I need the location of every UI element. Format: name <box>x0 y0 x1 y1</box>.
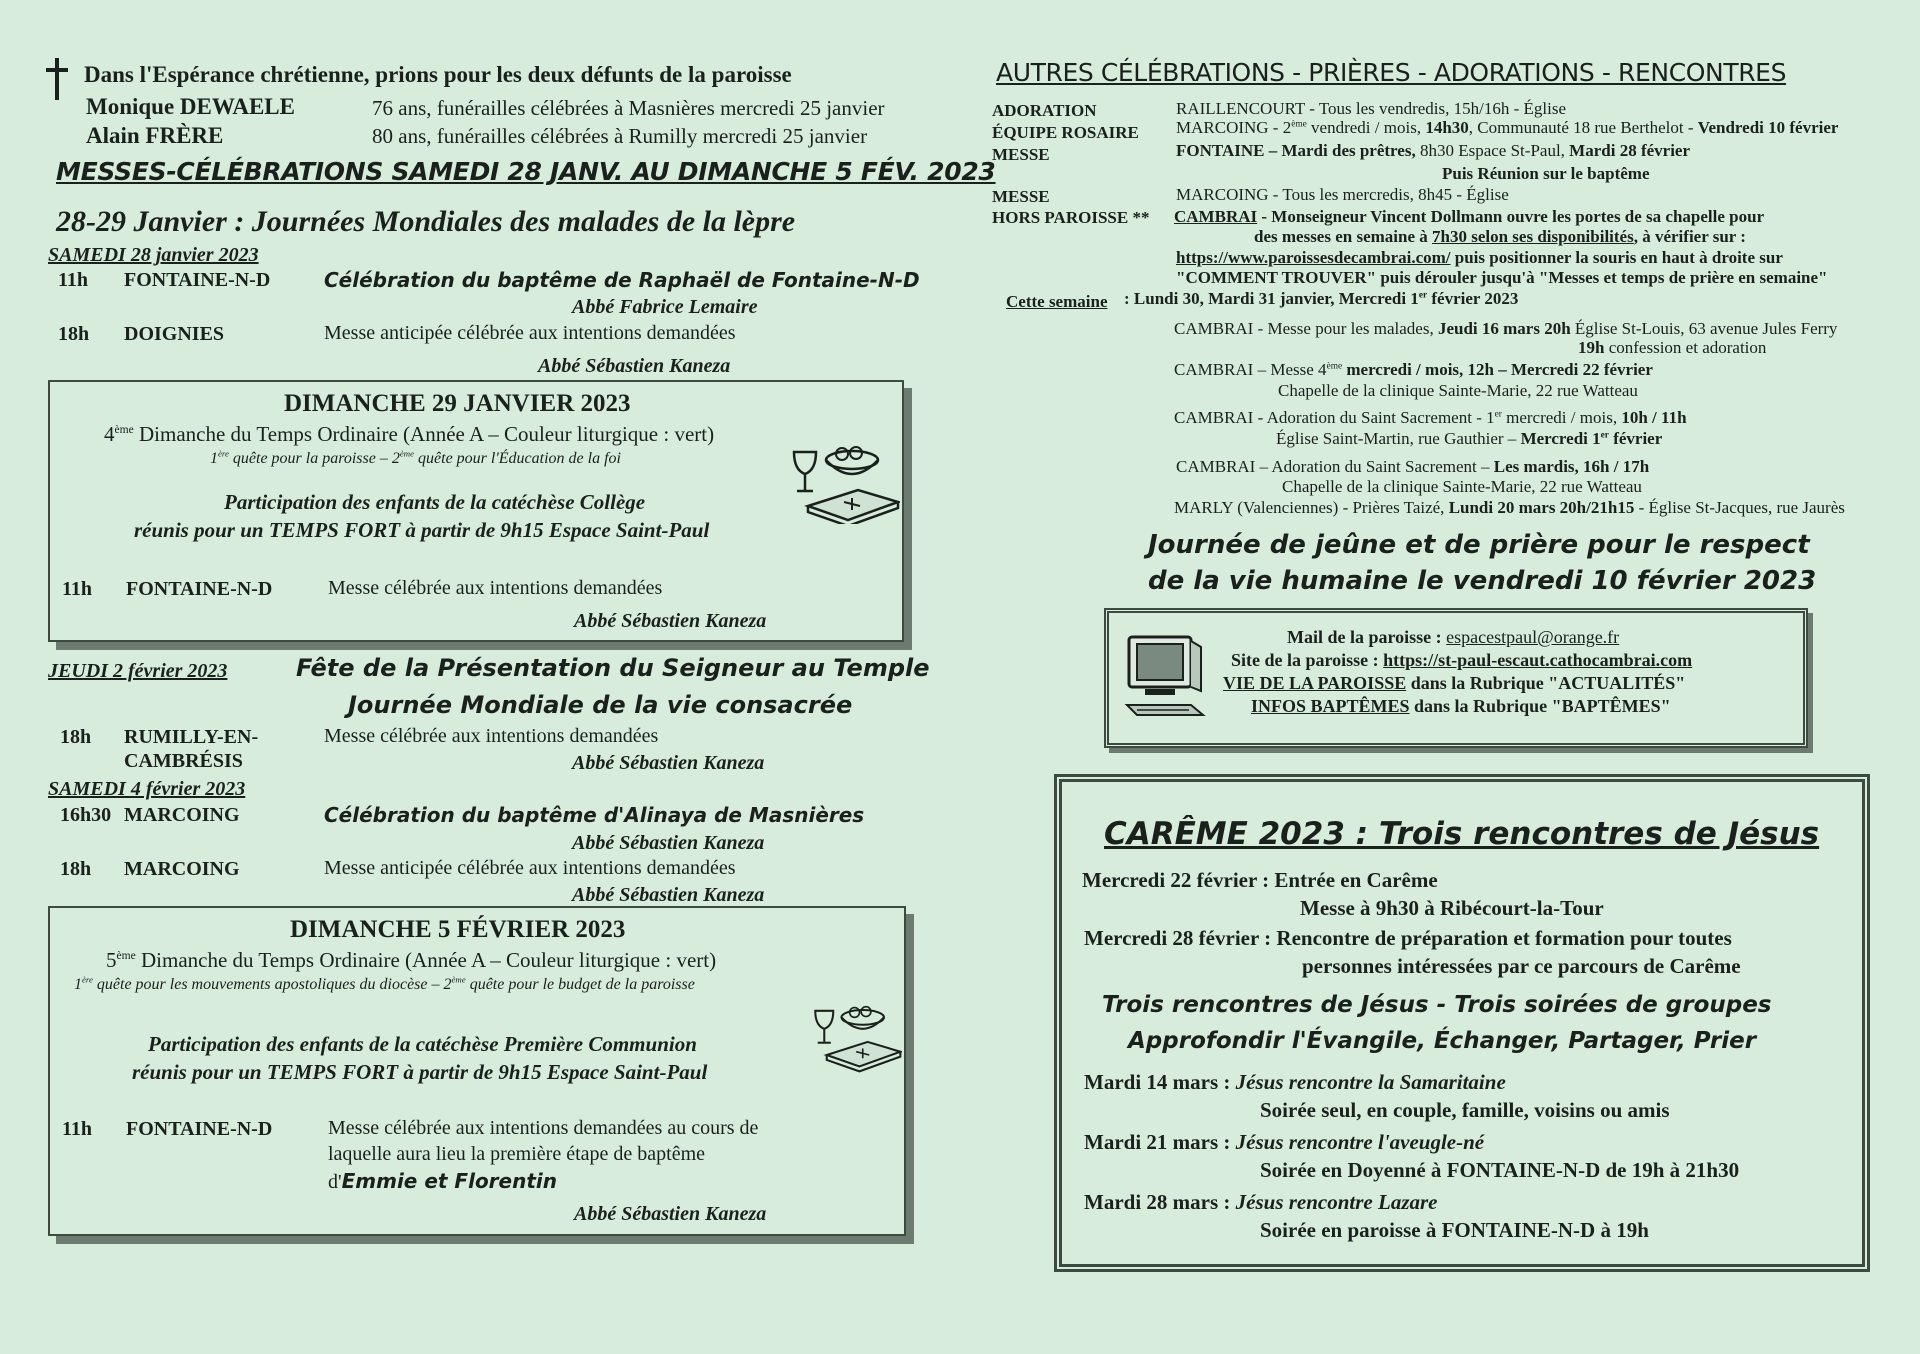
category-text: FONTAINE – Mardi des prêtres, 8h30 Espace St-Paul, Mardi 28 février <box>1176 141 1691 160</box>
careme-item: Messe à 9h30 à Ribécourt-la-Tour <box>1300 896 1604 920</box>
careme-item: Soirée en paroisse à FONTAINE-N-D à 19h <box>1260 1218 1649 1242</box>
category-label: ÉQUIPE ROSAIRE <box>992 123 1139 142</box>
sunday-title: DIMANCHE 29 JANVIER 2023 <box>284 390 631 417</box>
chalice-bread-bible-icon <box>812 1000 902 1074</box>
event-priest: Abbé Sébastien Kaneza <box>572 832 765 854</box>
careme-item: Mardi 14 mars : Jésus rencontre la Samaritaine <box>1084 1070 1506 1094</box>
feast-title: Fête de la Présentation du Seigneur au Temple <box>296 654 930 682</box>
event-desc: Célébration du baptême de Raphaël de Fontaine-N-D <box>324 268 920 292</box>
contact-box <box>1104 608 1808 748</box>
event-time: 11h <box>58 269 89 291</box>
quete-line: 1ère quête pour la paroisse – 2ème quête pour l'Éducation de la foi <box>210 448 621 467</box>
category-text: MARCOING - 2ème vendredi / mois, 14h30, Communauté 18 rue Berthelot - Vendredi 10 février <box>1176 118 1839 137</box>
event-place: MARCOING <box>124 804 240 826</box>
event-desc: Messe anticipée célébrée aux intentions demandées <box>324 857 736 879</box>
cambrai-item: CAMBRAI - Messe pour les malades, Jeudi 16 mars 20h Église St-Louis, 63 avenue Jules Ferry <box>1174 319 1838 338</box>
event-desc: laquelle aura lieu la première étape de baptême <box>328 1143 706 1165</box>
category-text: MARCOING - Tous les mercredis, 8h45 - Église <box>1176 185 1509 204</box>
jeune-title: de la vie humaine le vendredi 10 février 2023 <box>1148 566 1817 596</box>
category-label: ADORATION <box>992 101 1097 120</box>
cambrai-item: MARLY (Valenciennes) - Prières Taizé, Lundi 20 mars 20h/21h15 - Église St-Jacques, rue Jaurès <box>1174 498 1845 517</box>
date-heading: SAMEDI 28 janvier 2023 <box>48 244 259 266</box>
category-label: HORS PAROISSE ** <box>992 208 1150 227</box>
cambrai-item: Chapelle de la clinique Sainte-Marie, 22 rue Watteau <box>1282 477 1642 496</box>
right-title: AUTRES CÉLÉBRATIONS - PRIÈRES - ADORATIONS - RENCONTRES <box>996 58 1787 87</box>
category-text: "COMMENT TROUVER" puis dérouler jusqu'à "Messes et temps de prière en semaine" <box>1176 268 1828 287</box>
event-desc: Célébration du baptême d'Alinaya de Masnières <box>324 803 865 827</box>
event-place: CAMBRÉSIS <box>124 750 243 772</box>
date-heading: SAMEDI 4 février 2023 <box>48 778 246 800</box>
date-heading: JEUDI 2 février 2023 <box>48 660 228 682</box>
sunday-box <box>48 380 904 642</box>
event-place: MARCOING <box>124 858 240 880</box>
event-desc: Messe célébrée aux intentions demandées au cours de <box>328 1117 759 1139</box>
feast-title: Journée Mondiale de la vie consacrée <box>348 691 853 719</box>
deceased-name: Alain FRÈRE <box>86 123 224 148</box>
event-desc: d'Emmie et Florentin <box>328 1169 557 1193</box>
event-priest: Abbé Sébastien Kaneza <box>572 752 765 774</box>
deceased-info: 80 ans, funérailles célébrées à Rumilly mercredi 25 janvier <box>372 124 868 148</box>
jeune-title: Journée de jeûne et de prière pour le respect <box>1148 530 1810 560</box>
email-link[interactable]: espacestpaul@orange.fr <box>1446 627 1620 647</box>
event-time: 18h <box>58 323 90 345</box>
contact-line: Site de la paroisse : https://st-paul-escaut.cathocambrai.com <box>1231 650 1693 670</box>
event-place: DOIGNIES <box>124 323 225 345</box>
cambrai-item: Église Saint-Martin, rue Gauthier – Mercredi 1er février <box>1276 429 1663 448</box>
computer-icon <box>1123 633 1207 725</box>
chalice-bread-bible-icon <box>790 444 900 524</box>
contact-line: VIE DE LA PAROISSE dans la Rubrique "ACTUALITÉS" <box>1223 673 1686 693</box>
careme-title: CARÊME 2023 : Trois rencontres de Jésus <box>1104 816 1820 852</box>
cambrai-item: CAMBRAI – Messe 4ème mercredi / mois, 12h – Mercredi 22 février <box>1174 360 1653 379</box>
event-place: RUMILLY-EN- <box>124 726 259 748</box>
participation-text: Participation des enfants de la catéchèse Collège <box>224 490 646 514</box>
event-place: FONTAINE-N-D <box>126 578 273 600</box>
event-priest: Abbé Sébastien Kaneza <box>574 610 767 632</box>
event-time: 11h <box>62 1118 93 1140</box>
category-text: https://www.paroissesdecambrai.com/ puis positionner la souris en haut à droite sur <box>1176 248 1783 267</box>
category-text: CAMBRAI - Monseigneur Vincent Dollmann ouvre les portes de sa chapelle pour <box>1174 207 1765 226</box>
careme-item: personnes intéressées par ce parcours de Carême <box>1302 954 1741 978</box>
sunday-subtitle: 4ème Dimanche du Temps Ordinaire (Année A – Couleur liturgique : vert) <box>104 422 715 446</box>
event-desc: Messe célébrée aux intentions demandées <box>324 725 659 747</box>
careme-item: Soirée seul, en couple, famille, voisins ou amis <box>1260 1098 1670 1122</box>
category-label: MESSE <box>992 145 1050 164</box>
cambrai-item: 19h confession et adoration <box>1578 338 1767 357</box>
careme-subtitle: Trois rencontres de Jésus - Trois soirées de groupes <box>1102 992 1772 1018</box>
careme-item: Mardi 21 mars : Jésus rencontre l'aveugle-né <box>1084 1130 1485 1154</box>
event-priest: Abbé Sébastien Kaneza <box>574 1203 767 1225</box>
sunday-title: DIMANCHE 5 FÉVRIER 2023 <box>290 916 626 943</box>
main-title: MESSES-CÉLÉBRATIONS SAMEDI 28 JANV. AU DIMANCHE 5 FÉV. 2023 <box>56 157 996 186</box>
careme-item: Soirée en Doyenné à FONTAINE-N-D de 19h à 21h30 <box>1260 1158 1740 1182</box>
deceased-name: Monique DEWAELE <box>86 94 295 119</box>
sunday-subtitle: 5ème Dimanche du Temps Ordinaire (Année A – Couleur liturgique : vert) <box>106 948 717 972</box>
careme-subtitle: Approfondir l'Évangile, Échanger, Partager, Prier <box>1128 1028 1757 1054</box>
careme-item: Mercredi 22 février : Entrée en Carême <box>1082 868 1438 892</box>
careme-item: Mardi 28 mars : Jésus rencontre Lazare <box>1084 1190 1438 1214</box>
event-time: 18h <box>60 858 92 880</box>
participation-text: Participation des enfants de la catéchèse Première Communion <box>148 1032 697 1056</box>
deceased-intro: Dans l'Espérance chrétienne, prions pour les deux défunts de la paroisse <box>84 62 792 87</box>
careme-item: Mercredi 28 février : Rencontre de préparation et formation pour toutes <box>1084 926 1732 950</box>
deceased-info: 76 ans, funérailles célébrées à Masnières mercredi 25 janvier <box>372 96 885 120</box>
event-priest: Abbé Sébastien Kaneza <box>572 884 765 906</box>
event-desc: Messe célébrée aux intentions demandées <box>328 577 663 599</box>
week-text: : Lundi 30, Mardi 31 janvier, Mercredi 1er février 2023 <box>1124 289 1519 308</box>
website-link[interactable]: https://st-paul-escaut.cathocambrai.com <box>1383 650 1693 670</box>
event-time: 16h30 <box>60 804 112 826</box>
event-time: 11h <box>62 578 93 600</box>
event-time: 18h <box>60 726 92 748</box>
diocese-link[interactable]: https://www.paroissesdecambrai.com/ <box>1176 248 1451 267</box>
contact-line: Mail de la paroisse : espacestpaul@orange.fr <box>1287 627 1620 647</box>
contact-line: INFOS BAPTÊMES dans la Rubrique "BAPTÊMES" <box>1251 696 1671 716</box>
journees-title: 28-29 Janvier : Journées Mondiales des malades de la lèpre <box>56 205 796 238</box>
participation-text: réunis pour un TEMPS FORT à partir de 9h15 Espace Saint-Paul <box>132 1060 708 1084</box>
careme-box <box>1054 774 1870 1272</box>
event-desc: Messe anticipée célébrée aux intentions demandées <box>324 322 736 344</box>
cross-icon <box>46 58 68 100</box>
event-place: FONTAINE-N-D <box>126 1118 273 1140</box>
quete-line: 1ère quête pour les mouvements apostoliques du diocèse – 2ème quête pour le budget de la paroisse <box>74 974 695 993</box>
category-label: MESSE <box>992 187 1050 206</box>
participation-text: réunis pour un TEMPS FORT à partir de 9h15 Espace Saint-Paul <box>134 518 710 542</box>
event-priest: Abbé Sébastien Kaneza <box>538 355 731 377</box>
week-label: Cette semaine <box>1006 292 1108 311</box>
cambrai-item: Chapelle de la clinique Sainte-Marie, 22 rue Watteau <box>1278 381 1638 400</box>
cambrai-item: CAMBRAI – Adoration du Saint Sacrement – Les mardis, 16h / 17h <box>1176 457 1650 476</box>
category-text: des messes en semaine à 7h30 selon ses disponibilités, à vérifier sur : <box>1254 227 1746 246</box>
event-priest: Abbé Fabrice Lemaire <box>572 296 758 318</box>
event-place: FONTAINE-N-D <box>124 269 271 291</box>
sunday-box <box>48 906 906 1236</box>
cambrai-item: CAMBRAI - Adoration du Saint Sacrement - 1er mercredi / mois, 10h / 11h <box>1174 408 1687 427</box>
category-text: RAILLENCOURT - Tous les vendredis, 15h/16h - Église <box>1176 99 1567 118</box>
category-text: Puis Réunion sur le baptême <box>1442 164 1650 183</box>
